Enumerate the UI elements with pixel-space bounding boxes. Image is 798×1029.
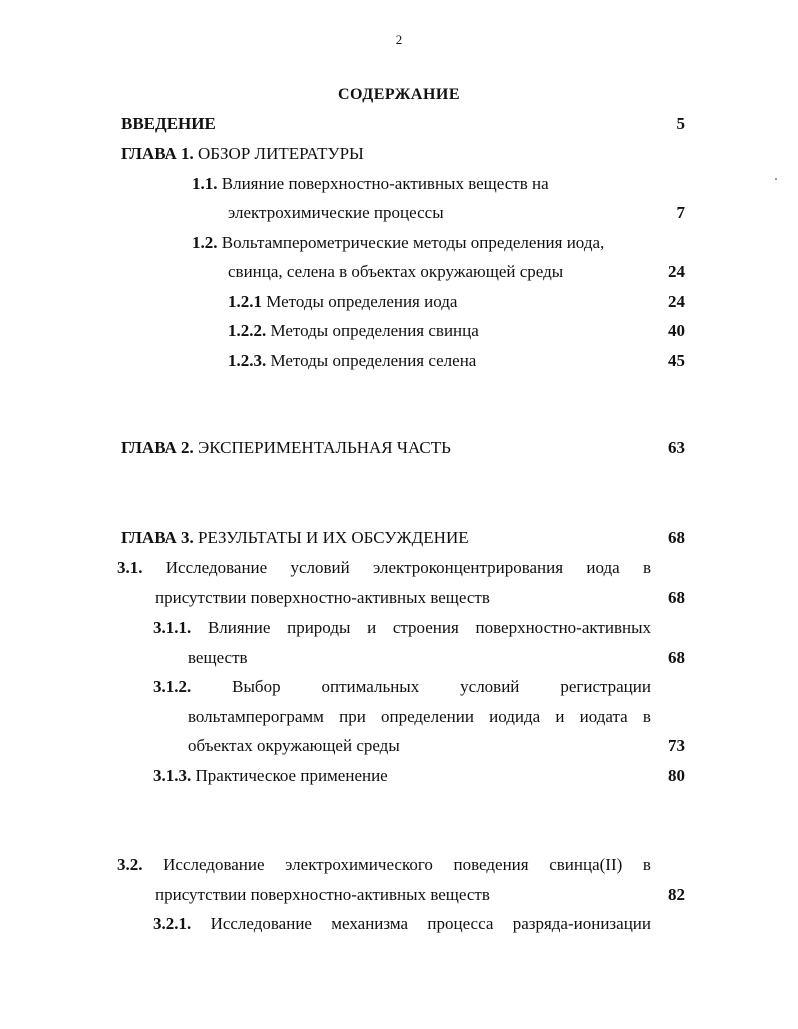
toc-page-1-1: 7 <box>676 203 685 222</box>
section-title: Методы определения селена <box>270 351 477 370</box>
toc-page-chapter-3: 68 <box>668 528 685 547</box>
section-number: 1.2. <box>192 233 218 252</box>
toc-page-3-2: 82 <box>668 885 685 904</box>
toc-page-3-1: 68 <box>668 588 685 607</box>
section-title-line-2: свинца, селена в объектах окружающей среды <box>228 262 564 281</box>
section-number: 3.2. <box>117 855 143 874</box>
section-title: Методы определения иода <box>266 292 458 311</box>
chapter-number: ГЛАВА 3. <box>121 528 194 547</box>
section-title-line-2: электрохимические процессы <box>228 203 444 222</box>
word: вольтамперограмм <box>188 707 324 726</box>
section-number: 3.1.2. <box>153 677 192 696</box>
word: Исследование <box>210 914 312 933</box>
word: определении <box>380 707 474 726</box>
word: Исследование <box>165 558 268 577</box>
word: Исследование <box>163 855 265 874</box>
word: в <box>642 707 651 726</box>
chapter-title: ОБЗОР ЛИТЕРАТУРЫ <box>198 144 364 163</box>
section-title-line-2: веществ <box>188 648 248 667</box>
section-number: 3.1.3. <box>153 766 192 785</box>
chapter-number: ГЛАВА 1. <box>121 144 194 163</box>
page-number: 2 <box>395 32 403 47</box>
toc-page-1-2: 24 <box>668 262 685 281</box>
toc-entry-intro: ВВЕДЕНИЕ <box>121 114 216 133</box>
toc-page-3-1-1: 68 <box>668 648 685 667</box>
chapter-title: РЕЗУЛЬТАТЫ И ИХ ОБСУЖДЕНИЕ <box>198 528 469 547</box>
section-number: 3.1.1. <box>153 618 192 637</box>
word: поверхностно-активных <box>475 618 651 637</box>
word: электрохимического <box>285 855 433 874</box>
word: в <box>642 558 651 577</box>
word: в <box>642 855 651 874</box>
toc-entry-3-2-1 <box>153 914 651 934</box>
word: природы <box>287 618 351 637</box>
word: механизма <box>331 914 409 933</box>
section-title-line-3: объектах окружающей среды <box>188 736 400 755</box>
word: иодата <box>579 707 628 726</box>
toc-entry-chapter-1 <box>121 144 364 164</box>
section-number: 1.1. <box>192 174 218 193</box>
toc-entry-1-2-2 <box>228 321 479 341</box>
toc-page-1-2-2: 40 <box>668 321 685 340</box>
chapter-number: ГЛАВА 2. <box>121 438 194 457</box>
word: свинца(II) <box>549 855 623 874</box>
toc-page-chapter-2: 63 <box>668 438 685 457</box>
word: оптимальных <box>321 677 420 696</box>
word: процесса <box>427 914 494 933</box>
section-number: 1.2.3. <box>228 351 267 370</box>
toc-title: СОДЕРЖАНИЕ <box>337 86 461 103</box>
section-title-line-1: Вольтамперометрические методы определения иода, <box>221 233 605 252</box>
toc-entry-1-2-1 <box>228 292 457 312</box>
toc-page-3-1-2: 73 <box>668 736 685 755</box>
section-title-line-2 <box>188 707 651 727</box>
section-title: Методы определения свинца <box>270 321 479 340</box>
section-number: 3.1. <box>117 558 143 577</box>
word: условий <box>460 677 520 696</box>
toc-entry-3-1 <box>117 558 651 578</box>
word: иода <box>586 558 620 577</box>
section-number: 1.2.2. <box>228 321 267 340</box>
toc-page-3-1-3: 80 <box>668 766 685 785</box>
toc-entry-1-2 <box>192 233 604 253</box>
toc-entry-3-2 <box>117 855 651 875</box>
word: Выбор <box>232 677 281 696</box>
section-title-line-2: присутствии поверхностно-активных веществ <box>155 885 490 904</box>
toc-page-1-2-3: 45 <box>668 351 685 370</box>
chapter-title: ЭКСПЕРИМЕНТАЛЬНАЯ ЧАСТЬ <box>198 438 451 457</box>
word: Влияние <box>207 618 271 637</box>
section-title-line-1: Влияние поверхностно-активных веществ на <box>221 174 549 193</box>
toc-page-intro: 5 <box>676 114 685 133</box>
toc-entry-3-1-1 <box>153 618 651 638</box>
section-number: 1.2.1 <box>228 292 262 311</box>
word: иодида <box>489 707 541 726</box>
toc-page-1-2-1: 24 <box>668 292 685 311</box>
scan-speck <box>775 178 777 180</box>
toc-entry-3-1-2 <box>153 677 651 697</box>
section-title-line-2: присутствии поверхностно-активных веществ <box>155 588 490 607</box>
toc-entry-1-1 <box>192 174 549 194</box>
toc-entry-chapter-2 <box>121 438 451 458</box>
word: электроконцентрирования <box>373 558 564 577</box>
word: регистрации <box>560 677 651 696</box>
toc-entry-3-1-3 <box>153 766 388 786</box>
word: и <box>367 618 377 637</box>
section-title: Практическое применение <box>195 766 388 785</box>
toc-entry-1-2-3 <box>228 351 476 371</box>
word: поведения <box>453 855 529 874</box>
word: и <box>555 707 565 726</box>
toc-entry-chapter-3 <box>121 528 469 548</box>
word: разряда-ионизации <box>512 914 651 933</box>
section-number: 3.2.1. <box>153 914 192 933</box>
word: строения <box>392 618 459 637</box>
word: условий <box>290 558 350 577</box>
word: при <box>339 707 366 726</box>
